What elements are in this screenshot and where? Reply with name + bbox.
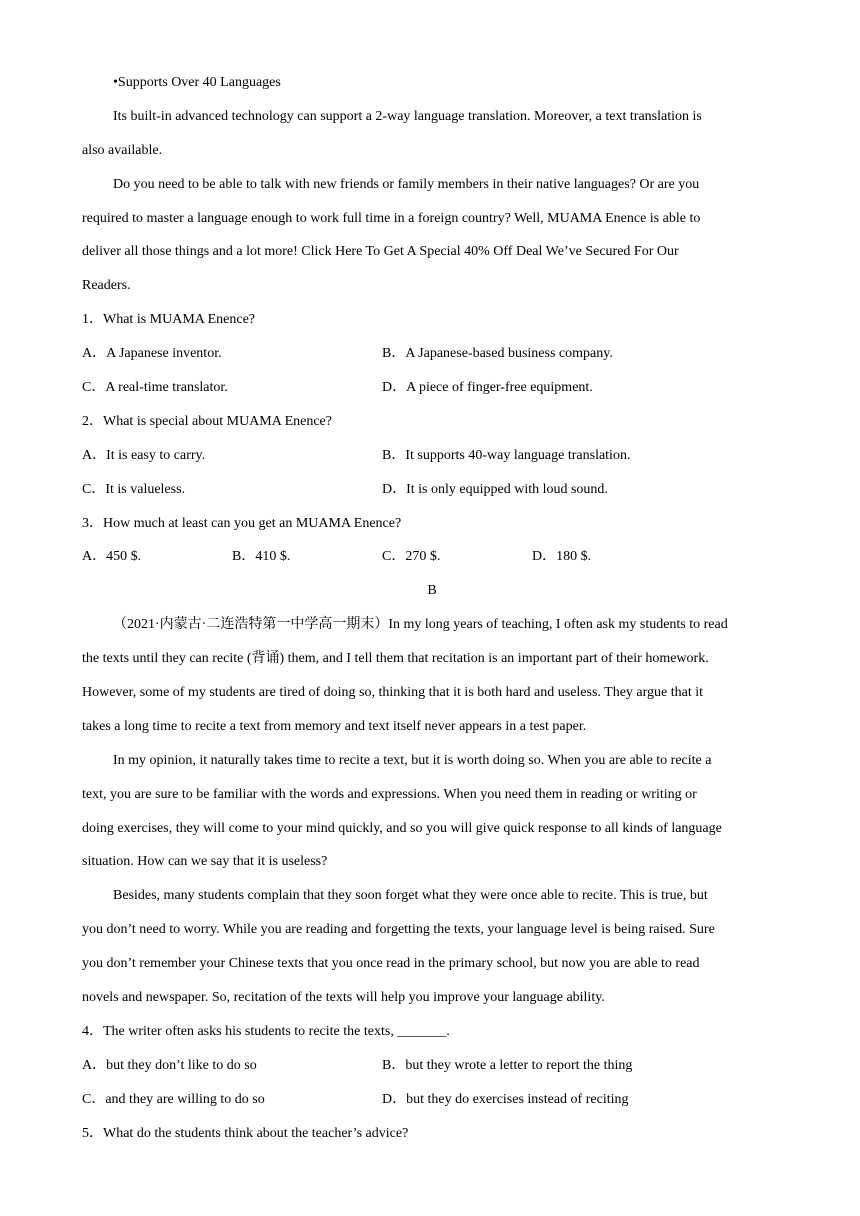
- passage-a-paragraph-2: [82, 168, 782, 304]
- question-stem: 5．What do the students think about the teacher’s advice?: [82, 1125, 409, 1141]
- paragraph-line: doing exercises, they will come to your mind quickly, and so you will give quick response to all kinds of language: [82, 820, 722, 836]
- option-row: [82, 371, 782, 405]
- option-b: B．A Japanese-based business company.: [382, 346, 613, 362]
- option-c: C．270 $.: [382, 549, 441, 565]
- question-stem: 4．The writer often asks his students to recite the texts, _______.: [82, 1023, 450, 1039]
- option-row: [82, 1083, 782, 1117]
- question-stem: 3．How much at least can you get an MUAMA Enence?: [82, 515, 402, 531]
- question-stem: 1．What is MUAMA Enence?: [82, 312, 256, 328]
- section-heading: B: [427, 583, 437, 599]
- option-c: C．A real-time translator.: [82, 380, 228, 396]
- paragraph-line: novels and newspaper. So, recitation of the texts will help you improve your language ability.: [82, 990, 605, 1006]
- paragraph-line: situation. How can we say that it is useless?: [82, 854, 328, 870]
- option-row: [82, 337, 782, 371]
- option-c: C．and they are willing to do so: [82, 1091, 265, 1107]
- paragraph-line: also available.: [82, 142, 163, 158]
- option-a: A．A Japanese inventor.: [82, 346, 222, 362]
- question-2: [82, 405, 782, 507]
- question-3: [82, 507, 782, 575]
- paragraph-line: required to master a language enough to work full time in a foreign country? Well, MUAMA Enence is able to: [82, 210, 701, 226]
- paragraph-line: In my opinion, it naturally takes time to recite a text, but it is worth doing so. When you are able to recite a: [113, 752, 712, 768]
- paragraph-line: （2021·内蒙古·二连浩特第一中学高一期末）In my long years of teaching, I often ask my students to read: [113, 617, 728, 633]
- question-stem: 2．What is special about MUAMA Enence?: [82, 413, 332, 429]
- passage-b-paragraph-3: [82, 879, 782, 1015]
- passage-b-paragraph-2: [82, 744, 782, 880]
- paragraph-line: deliver all those things and a lot more! Click Here To Get A Special 40% Off Deal We’ve Secured For Our: [82, 244, 679, 260]
- option-d: D．but they do exercises instead of reciting: [382, 1091, 629, 1107]
- paragraph-line: takes a long time to recite a text from memory and text itself never appears in a test paper.: [82, 718, 587, 734]
- option-row: [82, 473, 782, 507]
- option-d: D．180 $.: [532, 549, 592, 565]
- option-d: D．A piece of finger-free equipment.: [382, 380, 593, 396]
- option-a: A．but they don’t like to do so: [82, 1057, 257, 1073]
- paragraph-line: Its built-in advanced technology can support a 2-way language translation. Moreover, a text translation is: [113, 108, 702, 124]
- question-1: [82, 303, 782, 405]
- option-row: [82, 540, 782, 574]
- paragraph-line: the texts until they can recite (背诵) them, and I tell them that recitation is an important part of their homework.: [82, 651, 709, 667]
- option-row: [82, 1049, 782, 1083]
- question-5: [82, 1117, 782, 1151]
- option-d: D．It is only equipped with loud sound.: [382, 481, 608, 497]
- paragraph-line: However, some of my students are tired of doing so, thinking that it is both hard and useless. They argue that it: [82, 685, 704, 701]
- option-a: A．It is easy to carry.: [82, 447, 206, 463]
- paragraph-line: Do you need to be able to talk with new friends or family members in their native languages? Or are you: [113, 176, 700, 192]
- paragraph-line: you don’t need to worry. While you are reading and forgetting the texts, your language level is being raised. Sure: [82, 922, 715, 938]
- option-row: [82, 439, 782, 473]
- paragraph-line: Besides, many students complain that they soon forget what they were once able to recite. This is true, but: [113, 888, 708, 904]
- option-a: A．450 $.: [82, 549, 142, 565]
- passage-a-paragraph-1: [82, 100, 782, 168]
- paragraph-line: Readers.: [82, 278, 131, 294]
- document-page: [82, 66, 782, 1151]
- passage-b-paragraph-1: [82, 608, 782, 744]
- option-b: B．It supports 40-way language translation.: [382, 447, 631, 463]
- question-4: [82, 1015, 782, 1117]
- option-b: B．410 $.: [232, 549, 291, 565]
- option-b: B．but they wrote a letter to report the thing: [382, 1057, 633, 1073]
- paragraph-line: text, you are sure to be familiar with the words and expressions. When you need them in reading or writing or: [82, 786, 697, 802]
- feature-bullet: •Supports Over 40 Languages: [113, 75, 281, 90]
- option-c: C．It is valueless.: [82, 481, 186, 497]
- paragraph-line: you don’t remember your Chinese texts that you once read in the primary school, but now you are able to read: [82, 956, 700, 972]
